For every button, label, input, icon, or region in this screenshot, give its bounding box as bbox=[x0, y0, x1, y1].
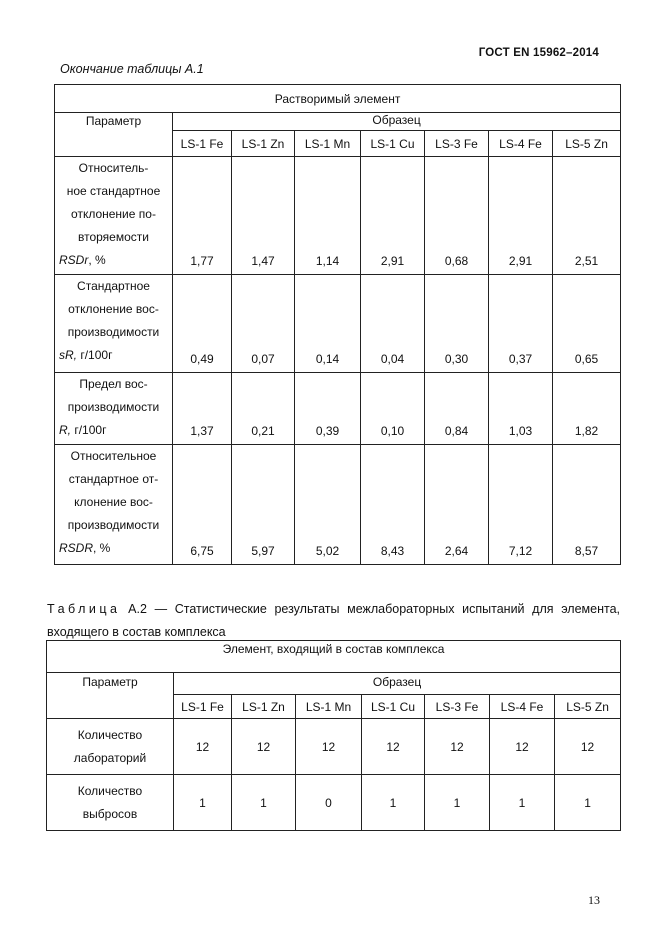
row-unit: г/100г bbox=[71, 423, 107, 437]
row-label bbox=[47, 719, 174, 775]
value-cell: 0,30 bbox=[425, 275, 489, 373]
row-label-line: производимости bbox=[67, 325, 160, 339]
value-cell: 12 bbox=[490, 719, 555, 775]
row-label bbox=[55, 157, 173, 275]
column-header: LS-4 Fe bbox=[490, 695, 555, 719]
row-label-symbol-line bbox=[57, 419, 170, 442]
table-row bbox=[55, 275, 621, 373]
column-header: LS-1 Zn bbox=[232, 131, 295, 157]
table-row bbox=[47, 719, 621, 775]
value-cell: 1 bbox=[174, 775, 232, 831]
table1 bbox=[54, 84, 621, 565]
column-header: LS-1 Zn bbox=[232, 695, 296, 719]
value-cell: 0,84 bbox=[425, 373, 489, 445]
column-header: LS-5 Zn bbox=[555, 695, 621, 719]
row-label-line: клонение вос- bbox=[74, 495, 153, 509]
table-row bbox=[55, 157, 621, 275]
table-row bbox=[47, 775, 621, 831]
value-cell: 0,07 bbox=[232, 275, 295, 373]
row-label-line: Предел вос- bbox=[79, 377, 148, 391]
row-symbol: sR, bbox=[59, 348, 77, 362]
value-cell: 0 bbox=[296, 775, 362, 831]
row-label-line: Стандартное bbox=[77, 279, 150, 293]
row-label-line: отклонение по- bbox=[71, 207, 156, 221]
column-header: LS-3 Fe bbox=[425, 695, 490, 719]
value-cell: 2,51 bbox=[553, 157, 621, 275]
value-cell: 7,12 bbox=[489, 445, 553, 565]
table-row bbox=[55, 373, 621, 445]
column-header: LS-1 Fe bbox=[174, 695, 232, 719]
table2-group-header: Элемент, входящий в состав комплекса bbox=[47, 641, 621, 673]
value-cell: 0,10 bbox=[361, 373, 425, 445]
table2 bbox=[46, 640, 621, 831]
row-unit: , % bbox=[93, 541, 111, 555]
value-cell: 0,21 bbox=[232, 373, 295, 445]
page-number: 13 bbox=[588, 893, 600, 907]
value-cell: 1 bbox=[425, 775, 490, 831]
row-symbol: RSDR bbox=[59, 541, 94, 555]
row-unit: г/100г bbox=[77, 348, 113, 362]
value-cell: 2,91 bbox=[489, 157, 553, 275]
value-cell: 1 bbox=[362, 775, 425, 831]
value-cell: 1,82 bbox=[553, 373, 621, 445]
row-label-line: вторяемости bbox=[78, 230, 149, 244]
table1-group-header: Растворимый элемент bbox=[55, 85, 621, 113]
value-cell: 0,39 bbox=[295, 373, 361, 445]
row-label-line: выбросов bbox=[82, 806, 138, 821]
value-cell: 0,68 bbox=[425, 157, 489, 275]
value-cell: 12 bbox=[425, 719, 490, 775]
value-cell: 1,37 bbox=[173, 373, 232, 445]
table1-param-header: Параметр bbox=[55, 113, 173, 157]
value-cell: 5,02 bbox=[295, 445, 361, 565]
value-cell: 12 bbox=[174, 719, 232, 775]
table2-caption bbox=[47, 598, 620, 644]
table1-sample-header: Образец bbox=[173, 113, 621, 131]
column-header: LS-4 Fe bbox=[489, 131, 553, 157]
row-unit: , % bbox=[88, 253, 106, 267]
column-header: LS-1 Mn bbox=[296, 695, 362, 719]
value-cell: 1 bbox=[555, 775, 621, 831]
value-cell: 0,04 bbox=[361, 275, 425, 373]
value-cell: 1,14 bbox=[295, 157, 361, 275]
value-cell: 6,75 bbox=[173, 445, 232, 565]
value-cell: 12 bbox=[296, 719, 362, 775]
column-header: LS-1 Cu bbox=[362, 695, 425, 719]
row-label-symbol-line bbox=[57, 344, 170, 367]
row-symbol: R, bbox=[59, 423, 71, 437]
value-cell: 12 bbox=[555, 719, 621, 775]
row-label-line: ное стандартное bbox=[66, 184, 161, 198]
row-label-symbol-line bbox=[57, 249, 170, 272]
row-symbol: RSDr bbox=[59, 253, 89, 267]
value-cell: 0,49 bbox=[173, 275, 232, 373]
value-cell: 0,14 bbox=[295, 275, 361, 373]
row-label bbox=[55, 445, 173, 565]
value-cell: 8,43 bbox=[361, 445, 425, 565]
value-cell: 1 bbox=[232, 775, 296, 831]
row-label-symbol-line bbox=[57, 537, 170, 560]
row-label bbox=[55, 373, 173, 445]
table2-param-header: Параметр bbox=[47, 673, 174, 719]
table1-caption: Окончание таблицы А.1 bbox=[60, 62, 204, 76]
value-cell: 1,77 bbox=[173, 157, 232, 275]
row-label-line: стандартное от- bbox=[68, 472, 159, 486]
table2-caption-label: Таблица bbox=[47, 602, 121, 616]
value-cell: 12 bbox=[232, 719, 296, 775]
table2-caption-text: А.2 — Статистические результаты межлабораторных испытаний для элемента, входящего в состав комплекса bbox=[47, 602, 620, 639]
column-header: LS-1 Mn bbox=[295, 131, 361, 157]
value-cell: 2,91 bbox=[361, 157, 425, 275]
value-cell: 1,47 bbox=[232, 157, 295, 275]
row-label-line: отклонение вос- bbox=[68, 302, 159, 316]
value-cell: 0,37 bbox=[489, 275, 553, 373]
row-label bbox=[47, 775, 174, 831]
value-cell: 1 bbox=[490, 775, 555, 831]
value-cell: 0,65 bbox=[553, 275, 621, 373]
value-cell: 12 bbox=[362, 719, 425, 775]
row-label-line: Количество bbox=[77, 783, 143, 798]
row-label-line: Относительное bbox=[70, 449, 157, 463]
value-cell: 8,57 bbox=[553, 445, 621, 565]
value-cell: 5,97 bbox=[232, 445, 295, 565]
row-label bbox=[55, 275, 173, 373]
row-label-line: Количество bbox=[77, 727, 143, 742]
row-label-line: Относитель- bbox=[78, 161, 149, 175]
row-label-line: производимости bbox=[67, 518, 160, 532]
column-header: LS-1 Cu bbox=[361, 131, 425, 157]
value-cell: 2,64 bbox=[425, 445, 489, 565]
row-label-line: лабораторий bbox=[73, 750, 147, 765]
column-header: LS-5 Zn bbox=[553, 131, 621, 157]
column-header: LS-1 Fe bbox=[173, 131, 232, 157]
column-header: LS-3 Fe bbox=[425, 131, 489, 157]
table2-sample-header: Образец bbox=[174, 673, 621, 695]
row-label-line: производимости bbox=[67, 400, 160, 414]
value-cell: 1,03 bbox=[489, 373, 553, 445]
standard-header: ГОСТ EN 15962–2014 bbox=[478, 47, 599, 59]
table-row bbox=[55, 445, 621, 565]
